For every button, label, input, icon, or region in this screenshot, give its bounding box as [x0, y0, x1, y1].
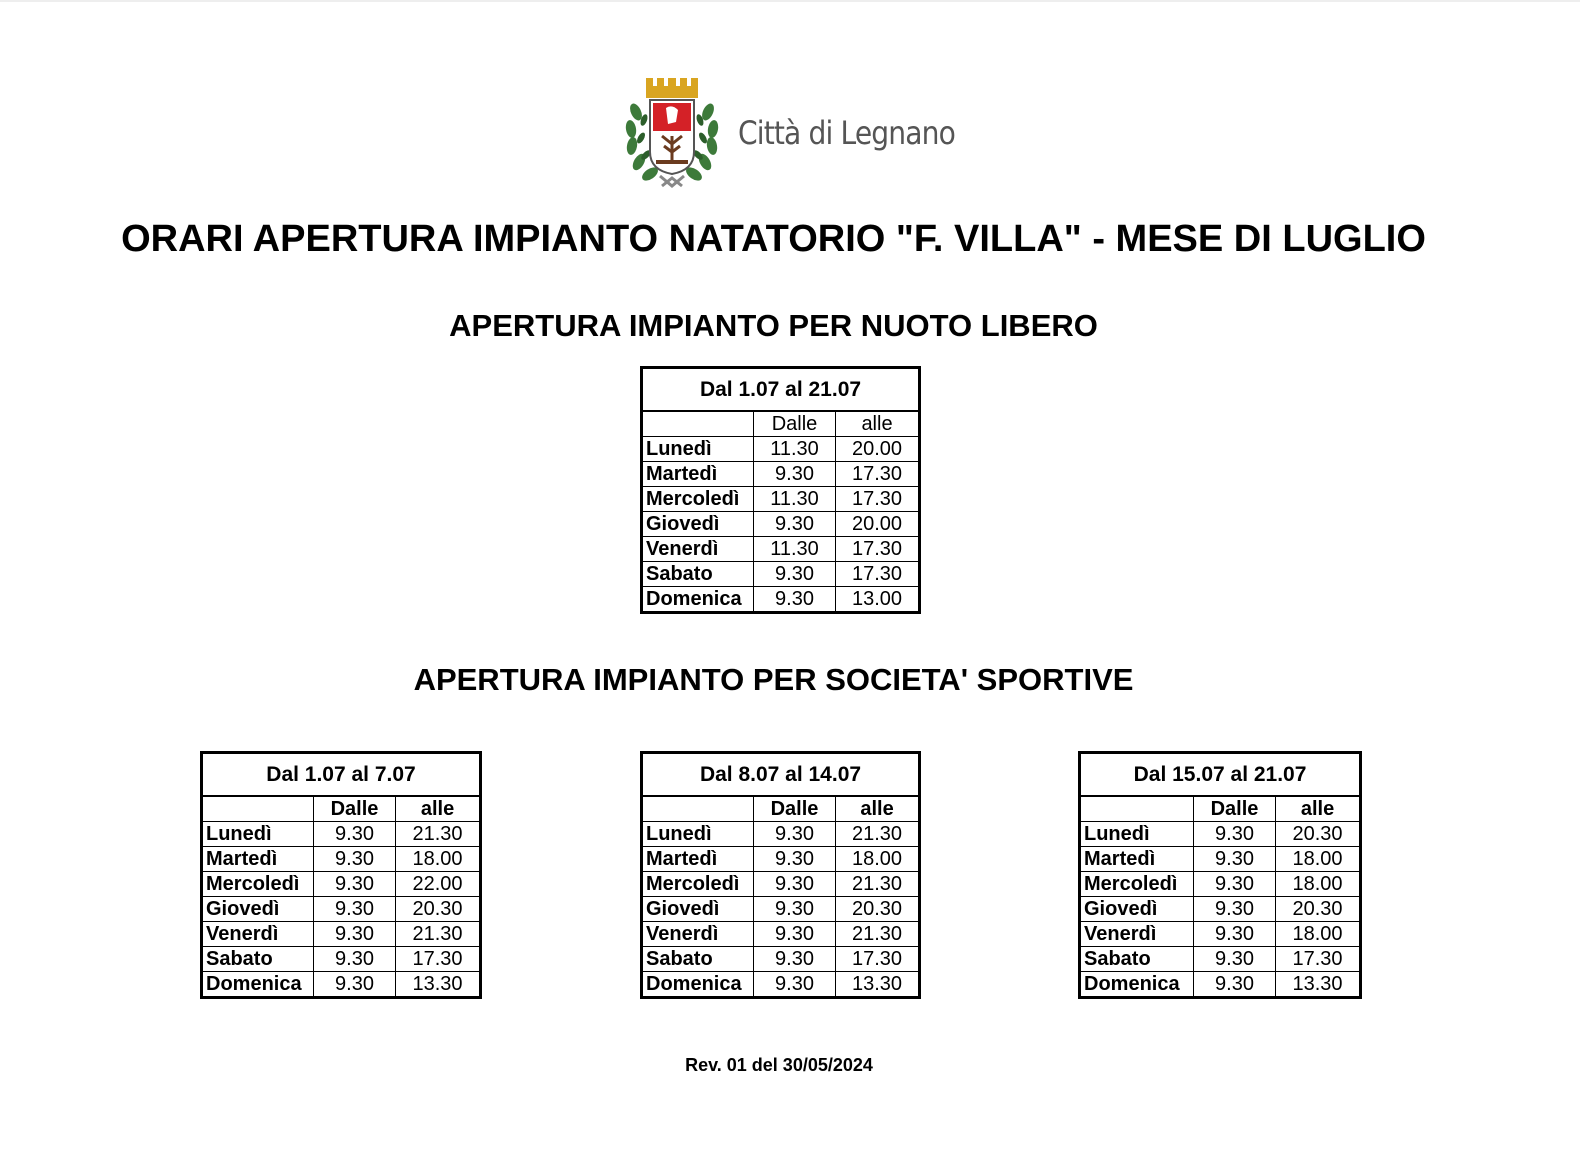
to-cell: 13.30 — [396, 972, 481, 998]
from-cell: 9.30 — [314, 922, 396, 947]
top-border — [0, 0, 1580, 2]
day-cell: Mercoledì — [202, 872, 314, 897]
header-to: alle — [1276, 796, 1361, 822]
day-cell: Venerdì — [642, 537, 754, 562]
schedule-table-week-1 — [200, 751, 482, 999]
day-cell: Giovedì — [642, 897, 754, 922]
period-header: Dal 1.07 al 21.07 — [642, 368, 920, 412]
from-cell: 9.30 — [1194, 947, 1276, 972]
header-day — [1080, 796, 1194, 822]
table-row — [642, 537, 920, 562]
from-cell: 9.30 — [1194, 822, 1276, 847]
from-cell: 9.30 — [314, 897, 396, 922]
to-cell: 17.30 — [836, 537, 920, 562]
from-cell: 9.30 — [754, 587, 836, 613]
table-row — [1080, 897, 1361, 922]
to-cell: 21.30 — [836, 822, 920, 847]
from-cell: 9.30 — [754, 847, 836, 872]
from-cell: 9.30 — [1194, 972, 1276, 998]
to-cell: 20.30 — [1276, 822, 1361, 847]
table-row — [642, 487, 920, 512]
from-cell: 9.30 — [754, 462, 836, 487]
table-row — [642, 847, 920, 872]
header-to: alle — [396, 796, 481, 822]
table-row — [642, 587, 920, 613]
table-row — [642, 462, 920, 487]
day-cell: Mercoledì — [642, 872, 754, 897]
to-cell: 13.00 — [836, 587, 920, 613]
day-cell: Mercoledì — [642, 487, 754, 512]
day-cell: Martedì — [642, 847, 754, 872]
period-header: Dal 15.07 al 21.07 — [1080, 753, 1361, 797]
to-cell: 18.00 — [396, 847, 481, 872]
from-cell: 11.30 — [754, 537, 836, 562]
from-cell: 9.30 — [754, 872, 836, 897]
revision-note: Rev. 01 del 30/05/2024 — [685, 1055, 873, 1075]
header-day — [642, 411, 754, 437]
page-title: ORARI APERTURA IMPIANTO NATATORIO "F. VILLA" - MESE DI LUGLIO — [121, 218, 1426, 260]
to-cell: 22.00 — [396, 872, 481, 897]
from-cell: 9.30 — [754, 512, 836, 537]
day-cell: Martedì — [642, 462, 754, 487]
table-row — [642, 437, 920, 462]
day-cell: Lunedì — [642, 822, 754, 847]
to-cell: 21.30 — [836, 922, 920, 947]
day-cell: Martedì — [202, 847, 314, 872]
from-cell: 9.30 — [314, 972, 396, 998]
to-cell: 17.30 — [396, 947, 481, 972]
table-row — [202, 897, 481, 922]
day-cell: Sabato — [642, 947, 754, 972]
to-cell: 18.00 — [836, 847, 920, 872]
day-cell: Lunedì — [1080, 822, 1194, 847]
from-cell: 9.30 — [314, 822, 396, 847]
header-from: Dalle — [314, 796, 396, 822]
from-cell: 9.30 — [754, 897, 836, 922]
coat-of-arms-icon — [622, 74, 722, 192]
table-row — [202, 922, 481, 947]
header-day — [642, 796, 754, 822]
to-cell: 20.00 — [836, 437, 920, 462]
day-cell: Lunedì — [202, 822, 314, 847]
header-day — [202, 796, 314, 822]
day-cell: Domenica — [202, 972, 314, 998]
table-row — [202, 972, 481, 998]
to-cell: 21.30 — [396, 922, 481, 947]
period-header: Dal 8.07 al 14.07 — [642, 753, 920, 797]
to-cell: 17.30 — [836, 487, 920, 512]
day-cell: Domenica — [1080, 972, 1194, 998]
table-row — [642, 822, 920, 847]
from-cell: 9.30 — [1194, 847, 1276, 872]
day-cell: Martedì — [1080, 847, 1194, 872]
from-cell: 9.30 — [1194, 922, 1276, 947]
day-cell: Lunedì — [642, 437, 754, 462]
to-cell: 17.30 — [1276, 947, 1361, 972]
header-from: Dalle — [754, 411, 836, 437]
from-cell: 11.30 — [754, 487, 836, 512]
day-cell: Sabato — [642, 562, 754, 587]
from-cell: 9.30 — [314, 872, 396, 897]
header-from: Dalle — [1194, 796, 1276, 822]
to-cell: 20.30 — [396, 897, 481, 922]
day-cell: Domenica — [642, 972, 754, 998]
day-cell: Venerdì — [202, 922, 314, 947]
table-row — [1080, 872, 1361, 897]
to-cell: 18.00 — [1276, 922, 1361, 947]
city-logo — [622, 74, 955, 194]
table-row — [642, 897, 920, 922]
table-row — [1080, 847, 1361, 872]
from-cell: 9.30 — [1194, 872, 1276, 897]
table-row — [642, 872, 920, 897]
table-row — [642, 947, 920, 972]
table-row — [1080, 947, 1361, 972]
table-row — [1080, 822, 1361, 847]
table-row — [202, 872, 481, 897]
from-cell: 9.30 — [754, 947, 836, 972]
to-cell: 21.30 — [836, 872, 920, 897]
to-cell: 20.30 — [836, 897, 920, 922]
schedule-table-week-3 — [1078, 751, 1362, 999]
day-cell: Giovedì — [1080, 897, 1194, 922]
table-row — [642, 972, 920, 998]
from-cell: 11.30 — [754, 437, 836, 462]
table-row — [642, 922, 920, 947]
table-row — [642, 512, 920, 537]
to-cell: 18.00 — [1276, 872, 1361, 897]
logo-text: Città di Legnano — [738, 114, 955, 152]
header-to: alle — [836, 411, 920, 437]
table-row — [1080, 922, 1361, 947]
section-heading-societa-sportive: APERTURA IMPIANTO PER SOCIETA' SPORTIVE — [413, 662, 1134, 697]
from-cell: 9.30 — [754, 922, 836, 947]
to-cell: 13.30 — [1276, 972, 1361, 998]
table-row — [202, 847, 481, 872]
table-row — [1080, 972, 1361, 998]
to-cell: 20.30 — [1276, 897, 1361, 922]
day-cell: Giovedì — [642, 512, 754, 537]
day-cell: Giovedì — [202, 897, 314, 922]
period-header: Dal 1.07 al 7.07 — [202, 753, 481, 797]
table-row — [202, 822, 481, 847]
header-from: Dalle — [754, 796, 836, 822]
to-cell: 21.30 — [396, 822, 481, 847]
day-cell: Venerdì — [642, 922, 754, 947]
to-cell: 17.30 — [836, 562, 920, 587]
from-cell: 9.30 — [1194, 897, 1276, 922]
day-cell: Mercoledì — [1080, 872, 1194, 897]
to-cell: 17.30 — [836, 947, 920, 972]
to-cell: 17.30 — [836, 462, 920, 487]
day-cell: Sabato — [202, 947, 314, 972]
table-row — [202, 947, 481, 972]
from-cell: 9.30 — [314, 847, 396, 872]
header-to: alle — [836, 796, 920, 822]
from-cell: 9.30 — [754, 822, 836, 847]
to-cell: 20.00 — [836, 512, 920, 537]
section-heading-nuoto-libero: APERTURA IMPIANTO PER NUOTO LIBERO — [449, 308, 1098, 343]
table-row — [642, 562, 920, 587]
from-cell: 9.30 — [754, 562, 836, 587]
day-cell: Domenica — [642, 587, 754, 613]
from-cell: 9.30 — [754, 972, 836, 998]
schedule-table-nuoto-libero — [640, 366, 921, 614]
day-cell: Venerdì — [1080, 922, 1194, 947]
to-cell: 18.00 — [1276, 847, 1361, 872]
schedule-table-week-2 — [640, 751, 921, 999]
from-cell: 9.30 — [314, 947, 396, 972]
day-cell: Sabato — [1080, 947, 1194, 972]
to-cell: 13.30 — [836, 972, 920, 998]
